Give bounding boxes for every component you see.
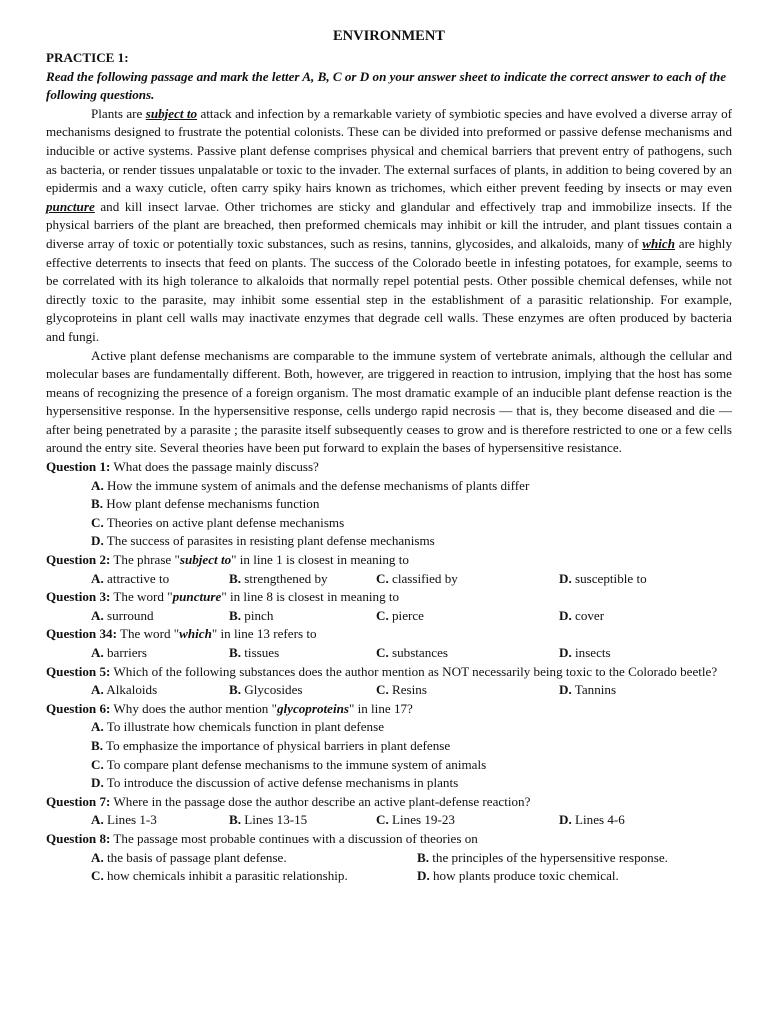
passage-text: are highly effective deterrents to insects that feed on plants. The success of the Colorado beetle in infesting potatoes, for example, seems to be correlated with its high tolerance to alkaloids that normally repel potential pests. Other possible chemical defenses, while not directly toxic to the parasite, may inhibit some essential step in the establishment of a parasitic relationship. For example, glycoproteins in plant cell walls may inactivate enzymes that degrade cell walls. These enzymes are often produced by bacteria and fungi. [46,235,732,344]
options-row [46,867,732,886]
option-text: The success of parasites in resisting plant defense mechanisms [103,533,435,549]
option-letter: D. [559,682,572,698]
answer-option[interactable] [559,644,611,663]
option-letter: D. [559,645,572,660]
question-label: Question 34: [46,626,117,642]
option-letter: B. [229,682,242,698]
answer-option[interactable] [46,718,732,737]
options-row [46,570,732,589]
question-text: The passage most probable continues with a discussion of theories on [110,830,478,846]
option-text: Lines 19-23 [388,812,455,828]
option-text: Theories on active plant defense mechanisms [103,514,345,530]
option-text: Lines 4-6 [571,812,625,828]
option-text: how chemicals inhibit a parasitic relationship. [103,868,348,884]
option-text: substances [388,645,449,660]
question-text: Why does the author mention " [110,700,277,716]
answer-option[interactable] [46,737,732,756]
question-label: Question 5: [46,663,111,679]
option-text: attractive to [103,570,170,586]
question-stem [46,793,732,812]
option-text: To illustrate how chemicals function in plant defense [103,719,385,735]
question-block [46,551,732,588]
option-text: surround [103,607,154,623]
question-text: " in line 1 is closest in meaning to [231,552,409,568]
keyword-which: which [642,235,675,251]
answer-option[interactable] [91,644,229,663]
option-text: Lines 13-15 [241,812,308,828]
answer-option[interactable] [229,644,376,663]
option-text: Lines 1-3 [103,812,157,828]
answer-option[interactable] [46,514,732,533]
answer-option[interactable] [46,477,732,496]
option-text: the principles of the hypersensitive response. [429,849,668,865]
question-label: Question 6: [46,700,111,716]
option-text: Resins [388,682,427,698]
answer-option[interactable] [91,811,229,830]
question-stem [46,625,732,644]
page-title: ENVIRONMENT [333,28,445,44]
option-letter: D. [417,868,430,884]
question-text: The phrase " [110,552,180,568]
question-stem [46,663,732,682]
question-text: Where in the passage dose the author describe an active plant-defense reaction? [110,793,531,809]
option-letter: A. [91,607,104,623]
answer-option[interactable] [559,681,616,700]
question-block [46,625,732,662]
option-text: To compare plant defense mechanisms to the immune system of animals [103,756,487,772]
option-text: susceptible to [571,570,647,586]
question-label: Question 8: [46,830,111,846]
passage-text: and kill insect larvae. Other trichomes are sticky and glandular and effectively trap and immobilize insects. If the physical barriers of the plant are breached, then preformed chemicals may inhibit or kill the intruder, and plant tissues contain a diverse array of toxic or potentially toxic substances, such as resins, tannins, glycosides, and alkaloids, many of [46,198,732,251]
option-letter: D. [559,570,572,586]
question-keyword: subject to [179,552,232,568]
option-letter: A. [91,812,104,828]
passage-paragraph-2: Active plant defense mechanisms are comparable to the immune system of vertebrate animals, although the cellular and molecular bases are fundamentally different. Both, however, are triggered in reaction to intrusion, implying that the host has some means of recognizing the presence of a foreign organism. The most dramatic example of an inducible plant defense reaction is the hypersensitive response. In the hypersensitive response, cells undergo rapid necrosis — that is, they become diseased and die — after being penetrated by a parasite ; the parasite itself subsequently ceases to grow and is therefore restricted to one or a few cells around the entry site. Several theories have been put forward to explain the bases of hypersensitive resistance. [46,347,732,456]
options-row [46,607,732,626]
option-letter: B. [91,737,104,753]
question-text: " in line 8 is closest in meaning to [221,589,400,605]
option-letter: B. [229,607,242,623]
question-stem [46,830,732,849]
answer-option[interactable] [46,495,732,514]
option-letter: D. [559,812,572,828]
answer-option[interactable] [559,811,625,830]
question-stem [46,700,732,719]
question-text: The word " [116,626,180,642]
answer-option[interactable] [91,681,229,700]
option-letter: C. [91,868,104,884]
answer-option[interactable] [376,644,559,663]
question-text: " in line 17? [348,700,413,716]
answer-option[interactable] [91,570,229,589]
option-letter: A. [91,682,104,698]
option-text: To emphasize the importance of physical barriers in plant defense [103,737,451,753]
option-text: pierce [388,607,424,623]
option-letter: A. [91,477,104,493]
question-label: Question 2: [46,552,111,568]
option-text: pinch [241,607,274,623]
option-text: tissues [241,645,280,660]
option-letter: C. [376,812,389,828]
option-letter: A. [91,849,104,865]
option-letter: A. [91,645,104,660]
options-row [46,849,732,868]
worksheet-page [46,26,732,886]
option-letter: A. [91,570,104,586]
question-stem [46,551,732,570]
answer-option[interactable] [229,570,376,589]
answer-option[interactable] [559,607,604,626]
option-text: To introduce the discussion of active defense mechanisms in plants [103,775,459,791]
option-text: the basis of passage plant defense. [103,849,287,865]
option-letter: C. [91,756,104,772]
question-stem [46,458,732,477]
question-text: What does the passage mainly discuss? [110,459,319,475]
answer-option[interactable] [559,570,647,589]
option-letter: C. [376,682,389,698]
option-letter: B. [229,812,242,828]
answer-option[interactable] [91,867,417,886]
answer-option[interactable] [91,607,229,626]
passage-paragraph-1 [46,105,732,347]
keyword-puncture: puncture [46,198,95,214]
question-label: Question 3: [46,589,111,605]
option-text: classified by [388,570,458,586]
question-block [46,700,732,793]
passage-text: Plants are [91,105,146,121]
instruction-text: Read the following passage and mark the letter A, B, C or D on your answer sheet to indicate the correct answer to each of the following questions. [46,68,727,103]
option-letter: B. [417,849,430,865]
option-letter: C. [376,607,389,623]
option-text: insects [571,645,611,660]
question-block [46,830,732,886]
question-block [46,458,732,551]
option-text: barriers [103,645,147,660]
option-text: Glycosides [241,682,303,698]
question-stem [46,588,732,607]
option-letter: B. [91,496,104,512]
question-block [46,793,732,830]
option-letter: C. [376,570,389,586]
option-text: Alkaloids [103,682,158,698]
option-letter: A. [91,719,104,735]
question-keyword: puncture [172,589,222,605]
keyword-subject-to: subject to [145,105,198,121]
answer-option[interactable] [376,570,559,589]
option-letter: D. [559,607,572,623]
options-row [46,644,732,663]
answer-option[interactable] [417,849,668,868]
option-text: how plants produce toxic chemical. [429,868,619,884]
options-row [46,681,732,700]
question-text: The word " [110,589,173,605]
answer-option[interactable] [229,681,376,700]
option-letter: C. [91,514,104,530]
answer-option[interactable] [376,681,559,700]
answer-option[interactable] [91,849,417,868]
option-letter: D. [91,775,104,791]
answer-option[interactable] [229,811,376,830]
answer-option[interactable] [229,607,376,626]
practice-heading: PRACTICE 1: [46,50,129,65]
option-text: Tannins [571,682,617,698]
option-text: How the immune system of animals and the defense mechanisms of plants differ [103,477,530,493]
option-text: cover [571,607,605,623]
option-letter: D. [91,533,104,549]
question-text: Which of the following substances does the author mention as NOT necessarily being toxic to the Colorado beetle? [110,663,718,679]
option-text: strengthened by [241,570,328,586]
answer-option[interactable] [46,756,732,775]
options-row [46,811,732,830]
question-keyword: glycoproteins [276,700,349,716]
answer-option[interactable] [376,607,559,626]
option-letter: C. [376,645,389,660]
option-letter: B. [229,570,242,586]
option-letter: B. [229,645,242,660]
question-text: " in line 13 refers to [211,626,317,642]
answer-option[interactable] [376,811,559,830]
answer-option[interactable] [46,532,732,551]
question-label: Question 1: [46,459,111,475]
question-block [46,588,732,625]
question-keyword: which [179,626,212,642]
question-block [46,663,732,700]
answer-option[interactable] [46,774,732,793]
passage-text: attack and infection by a remarkable variety of symbiotic species and have evolved a diverse array of mechanisms designed to frustrate the potential colonists. These can be divided into preformed or passive defense mechanisms and inducible or active systems. Passive plant defense comprises physical and chemical barriers that prevent entry of pathogens, such as bacteria, or render tissues unpalatable or toxic to the invader. The external surfaces of plants, in addition to being covered by an epidermis and a waxy cuticle, often carry spiky hairs known as trichomes, which either prevent feeding by insects or may even [46,105,732,196]
option-text: How plant defense mechanisms function [103,496,320,512]
question-label: Question 7: [46,793,111,809]
answer-option[interactable] [417,867,619,886]
